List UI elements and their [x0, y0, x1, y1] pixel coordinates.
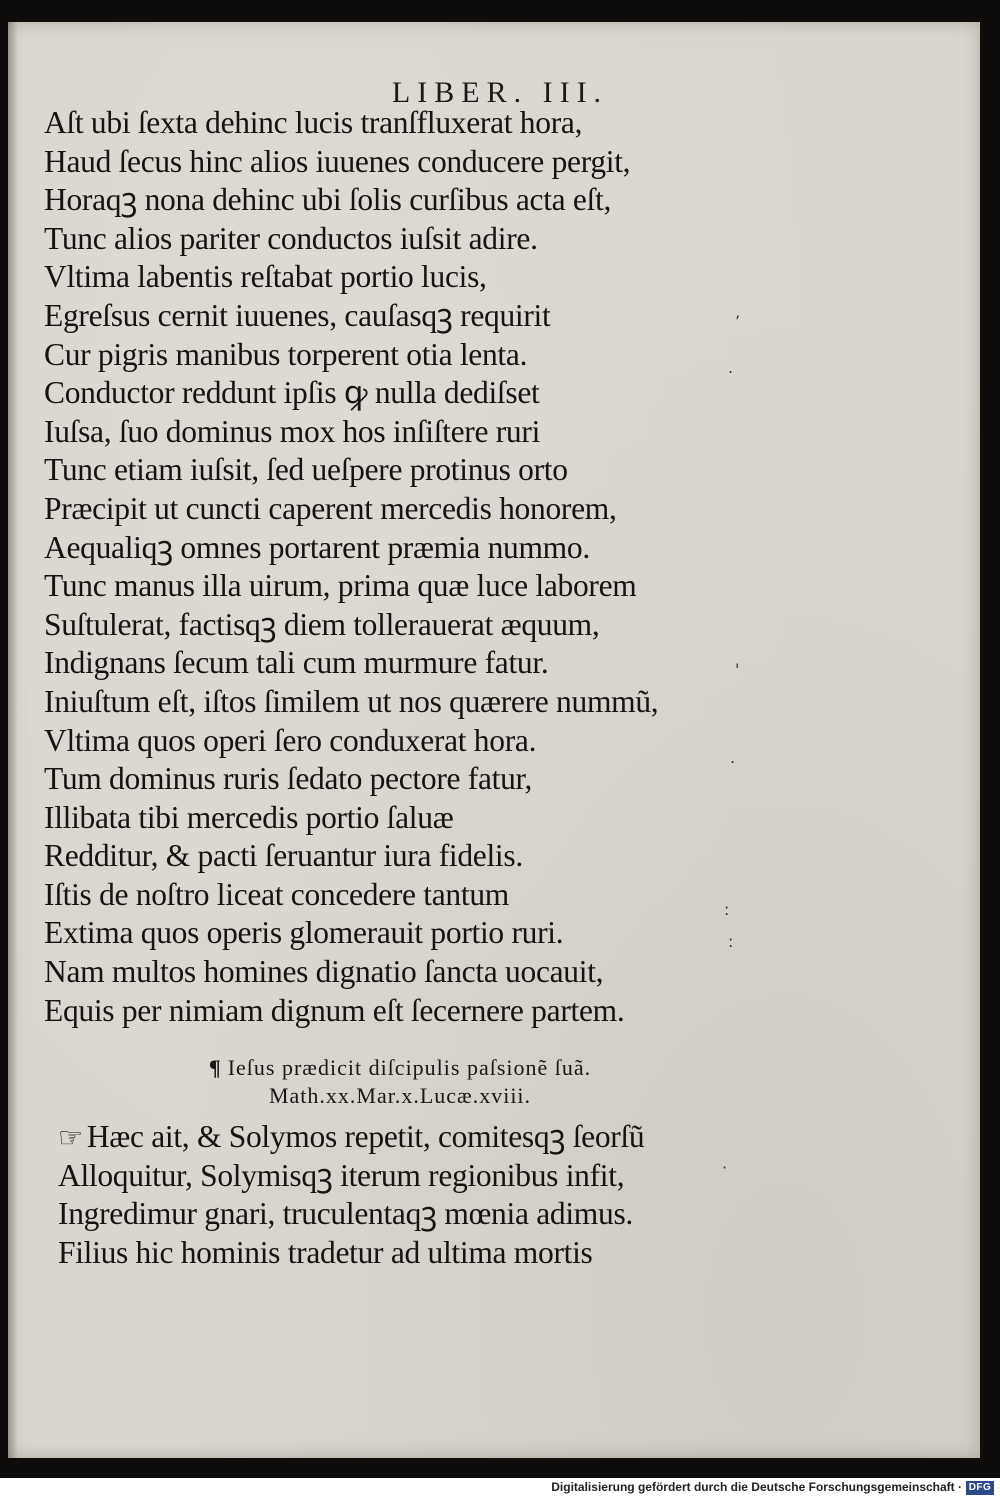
verse-line: Conductor reddunt ipſis ꝙ nulla dediſset [44, 375, 540, 411]
verse-line [58, 1118, 758, 1157]
verse-line: Tunc alios pariter conductos iuſsit adire. [44, 220, 538, 256]
verse-line: Horaqꝫ nona dehinc ubi ſolis curſibus acta eſt, [44, 182, 612, 218]
verse-line: Vltima labentis reſtabat portio lucis, [44, 259, 487, 295]
verse-block [44, 104, 744, 1030]
dfg-logo: DFG [966, 1481, 994, 1495]
verse-line: Aſt ubi ſexta dehinc lucis tranſfluxerat hora, [44, 105, 583, 140]
rubric-reference: Math.xx.Mar.x.Lucæ.xviii. [268, 1083, 532, 1108]
verse-line: Extima quos operis glomerauit portio ruri. [44, 915, 564, 951]
verse-line: Haud ſecus hinc alios iuuenes conducere pergit, [44, 143, 631, 179]
verse-line: Redditur, & pacti ſeruantur iura fidelis. [44, 838, 523, 874]
verse-line: Cur pigris manibus torperent otia lenta. [44, 336, 528, 372]
margin-speck: . [728, 358, 734, 377]
rubric-text: Ieſus prædicit diſcipulis paſsionẽ ſuã. [227, 1055, 592, 1080]
verse-line: Tunc etiam iuſsit, ſed ueſpere protinus orto [44, 452, 568, 488]
verse-line: Vltima quos operi ſero conduxerat hora. [44, 722, 537, 758]
verse-line: Egreſsus cernit iuuenes, cauſasqꝫ requirit [44, 297, 551, 333]
rubric-line-2 [0, 1083, 800, 1109]
pilcrow-icon: ¶ [208, 1055, 222, 1080]
verse-line: Filius hic hominis tradetur ad ultima mortis [58, 1234, 593, 1270]
verse-text: Hæc ait, & Solymos repetit, comitesqꝫ ſeorſũ [86, 1119, 645, 1154]
funding-credit: Digitalisierung gefördert durch die Deutsche Forschungsgemeinschaft · [551, 1480, 962, 1494]
rubric-line-1 [0, 1055, 800, 1081]
verse-line: Equis per nimiam dignum eſt ſecernere partem. [44, 992, 625, 1028]
margin-speck: ' [735, 660, 740, 679]
verse-line: Indignans ſecum tali cum murmure fatur. [44, 645, 549, 681]
verse-line: Suſtulerat, factisqꝫ diem tollerauerat æquum, [44, 606, 600, 642]
verse-line: Alloquitur, Solymisqꝫ iterum regionibus infit, [58, 1157, 625, 1193]
margin-speck: ’ [735, 312, 741, 331]
margin-speck: : [728, 932, 734, 951]
verse-line: Nam multos homines dignatio ſancta uocauit, [44, 954, 604, 990]
verse-line: Aequaliqꝫ omnes portarent præmia nummo. [44, 529, 590, 565]
footer-bar [0, 1478, 1000, 1499]
verse-line: Iuſsa, ſuo dominus mox hos inſiſtere ruri [44, 413, 541, 449]
margin-speck: · [722, 1158, 728, 1177]
margin-speck: : [724, 900, 730, 919]
verse-line: Ingredimur gnari, truculentaqꝫ mœnia adimus. [58, 1196, 633, 1232]
verse-line: Iſtis de noſtro liceat concedere tantum [44, 876, 509, 912]
page-gutter-shadow [8, 22, 18, 1458]
verse-line: Iniuſtum eſt, iſtos ſimilem ut nos quærere nummũ, [44, 683, 659, 719]
manicule-icon: ☞ [58, 1123, 83, 1154]
margin-speck: . [730, 748, 736, 767]
verse-line: Tunc manus illa uirum, prima quæ luce laborem [44, 568, 637, 604]
verse-line: Illibata tibi mercedis portio ſaluæ [44, 799, 454, 835]
verse-block-2 [58, 1118, 758, 1272]
running-head: LIBER. III. [391, 76, 609, 109]
verse-line: Præcipit ut cuncti caperent mercedis honorem, [44, 490, 617, 526]
verse-line: Tum dominus ruris ſedato pectore fatur, [44, 761, 533, 797]
